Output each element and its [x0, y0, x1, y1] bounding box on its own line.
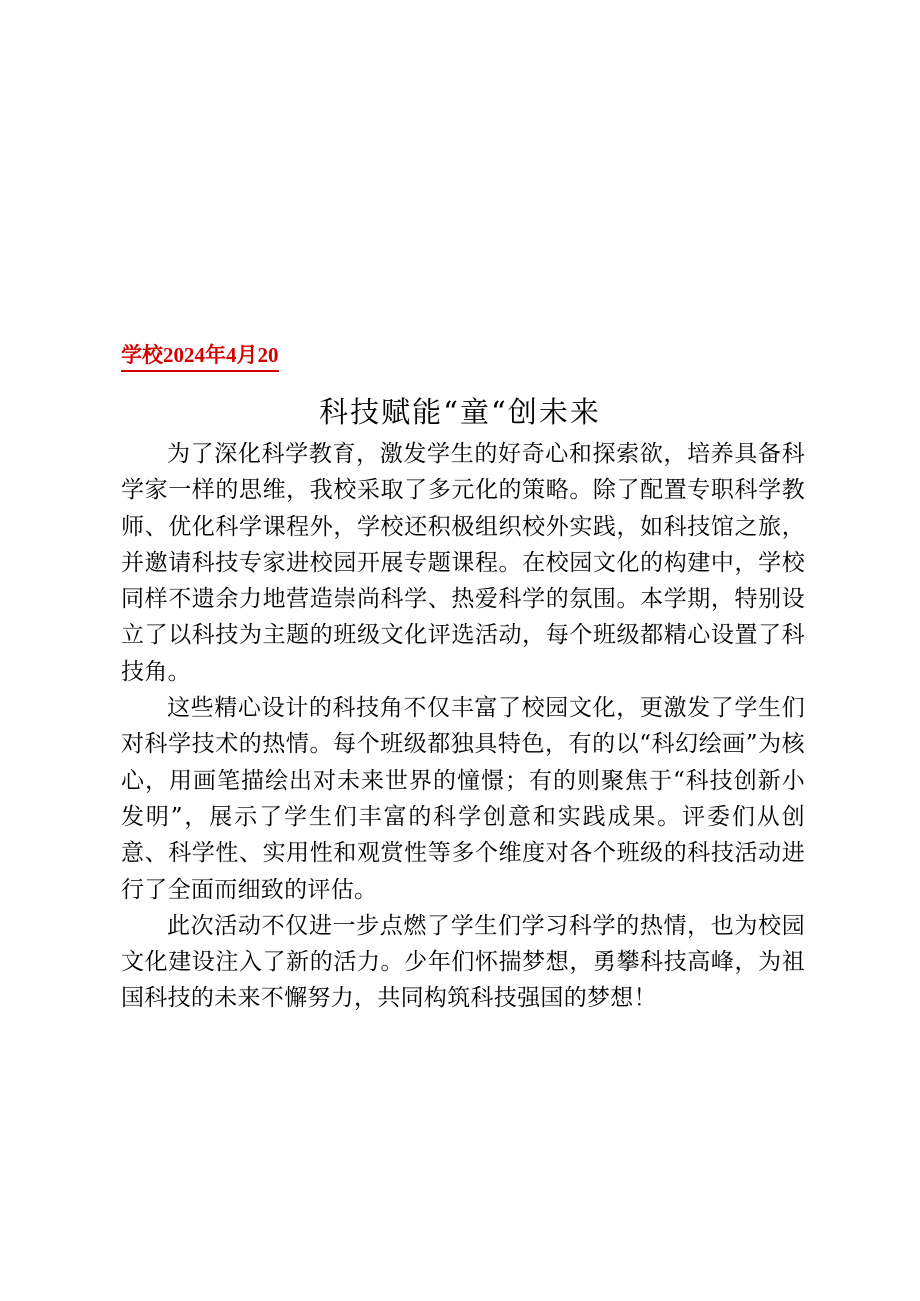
paragraph-3: 此次活动不仅进一步点燃了学生们学习科学的热情，也为校园文化建设注入了新的活力。少年们怀揣梦想，勇攀科技高峰，为祖国科技的未来不懈努力，共同构筑科技强国的梦想！ [121, 912, 805, 1012]
document-body [121, 436, 805, 1017]
paragraph-1: 为了深化科学教育，激发学生的好奇心和探索欲，培养具备科学家一样的思维，我校采取了多元化的策略。除了配置专职科学教师、优化科学课程外，学校还积极组织校外实践，如科技馆之旅，并邀请科技专家进校园开展专题课程。在校园文化的构建中，学校同样不遗余力地营造崇尚科学、热爱科学的氛围。本学期，特别设立了以科技为主题的班级文化评选活动，每个班级都精心设置了科技角。 [121, 441, 805, 685]
paragraph-2: 这些精心设计的科技角不仅丰富了校园文化，更激发了学生们对科学技术的热情。每个班级都独具特色，有的以“科幻绘画”为核心，用画笔描绘出对未来世界的憧憬；有的则聚焦于“科技创新小发明”，展示了学生们丰富的科学创意和实践成果。评委们从创意、科学性、实用性和观赏性等多个维度对各个班级的科技活动进行了全面而细致的评估。 [121, 695, 805, 903]
document-title: 科技赋能“童“创未来 [319, 395, 601, 429]
document-header-date: 学校2024年4月20 [121, 340, 279, 372]
